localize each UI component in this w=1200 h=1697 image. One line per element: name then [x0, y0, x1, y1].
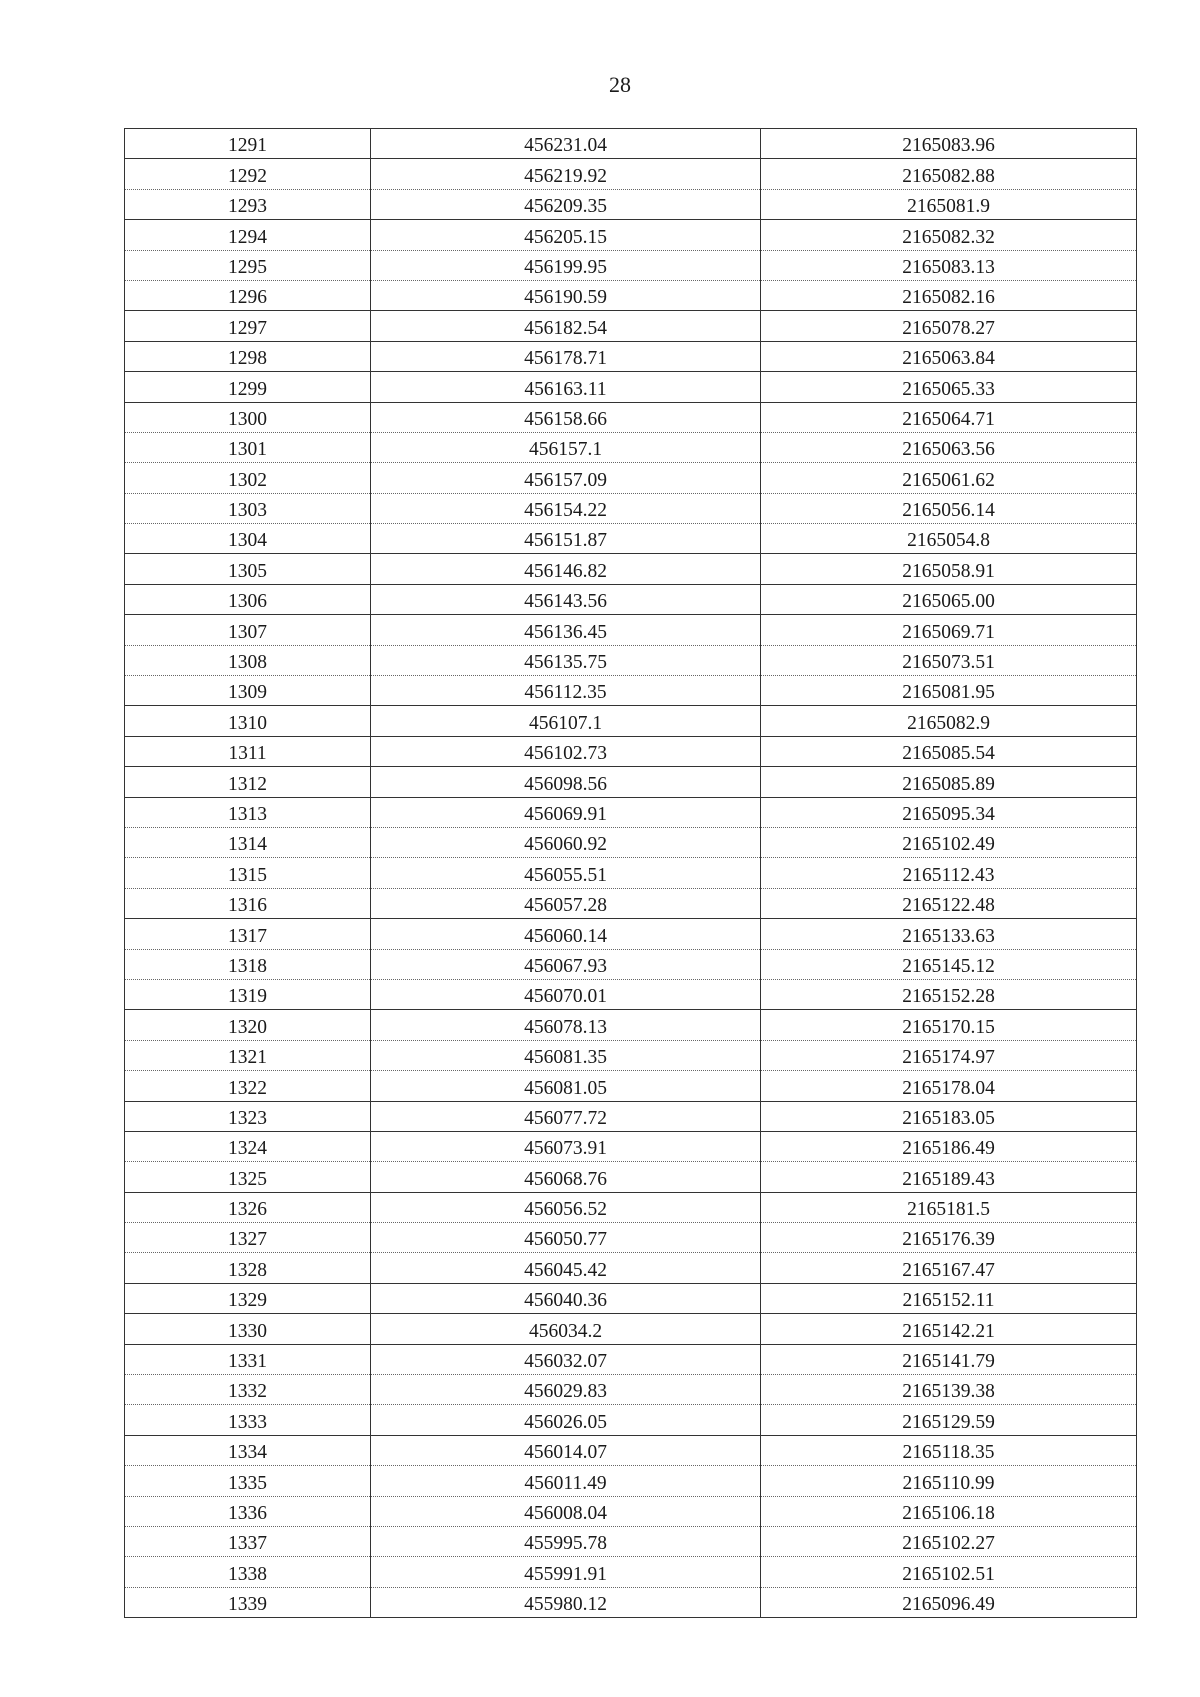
x-coordinate-cell: 456069.91: [371, 797, 761, 827]
table-row: [125, 1131, 1137, 1161]
table-row: [125, 1162, 1137, 1192]
y-coordinate-cell: 2165139.38: [761, 1375, 1137, 1405]
point-number-cell: 1295: [125, 250, 371, 280]
y-coordinate-cell: 2165065.33: [761, 372, 1137, 402]
table-row: [125, 1375, 1137, 1405]
y-coordinate-cell: 2165118.35: [761, 1435, 1137, 1465]
table-row: [125, 949, 1137, 979]
y-coordinate-cell: 2165102.49: [761, 827, 1137, 857]
table-row: [125, 1496, 1137, 1526]
point-number-cell: 1292: [125, 159, 371, 189]
point-number-cell: 1327: [125, 1223, 371, 1253]
table-row: [125, 1466, 1137, 1496]
x-coordinate-cell: 456077.72: [371, 1101, 761, 1131]
point-number-cell: 1324: [125, 1131, 371, 1161]
y-coordinate-cell: 2165112.43: [761, 858, 1137, 888]
x-coordinate-cell: 456060.14: [371, 919, 761, 949]
point-number-cell: 1300: [125, 402, 371, 432]
point-number-cell: 1298: [125, 341, 371, 371]
x-coordinate-cell: 456157.09: [371, 463, 761, 493]
x-coordinate-cell: 456008.04: [371, 1496, 761, 1526]
x-coordinate-cell: 456157.1: [371, 432, 761, 462]
table-row: [125, 1557, 1137, 1587]
y-coordinate-cell: 2165069.71: [761, 615, 1137, 645]
x-coordinate-cell: 456014.07: [371, 1435, 761, 1465]
table-row: [125, 1344, 1137, 1374]
point-number-cell: 1330: [125, 1314, 371, 1344]
table-row: [125, 280, 1137, 310]
table-row: [125, 1101, 1137, 1131]
table-row: [125, 432, 1137, 462]
table-row: [125, 311, 1137, 341]
table-row: [125, 129, 1137, 159]
table-row: [125, 159, 1137, 189]
table-row: [125, 706, 1137, 736]
y-coordinate-cell: 2165167.47: [761, 1253, 1137, 1283]
point-number-cell: 1320: [125, 1010, 371, 1040]
point-number-cell: 1301: [125, 432, 371, 462]
y-coordinate-cell: 2165178.04: [761, 1071, 1137, 1101]
table-row: [125, 189, 1137, 219]
x-coordinate-cell: 456107.1: [371, 706, 761, 736]
table-row: [125, 1587, 1137, 1617]
table-row: [125, 1435, 1137, 1465]
point-number-cell: 1322: [125, 1071, 371, 1101]
y-coordinate-cell: 2165082.9: [761, 706, 1137, 736]
table-row: [125, 919, 1137, 949]
table-row: [125, 1314, 1137, 1344]
point-number-cell: 1326: [125, 1192, 371, 1222]
y-coordinate-cell: 2165085.54: [761, 736, 1137, 766]
x-coordinate-cell: 456011.49: [371, 1466, 761, 1496]
point-number-cell: 1315: [125, 858, 371, 888]
x-coordinate-cell: 456146.82: [371, 554, 761, 584]
table-row: [125, 645, 1137, 675]
y-coordinate-cell: 2165181.5: [761, 1192, 1137, 1222]
table-row: [125, 767, 1137, 797]
table-row: [125, 1071, 1137, 1101]
y-coordinate-cell: 2165063.56: [761, 432, 1137, 462]
y-coordinate-cell: 2165110.99: [761, 1466, 1137, 1496]
point-number-cell: 1313: [125, 797, 371, 827]
table-row: [125, 979, 1137, 1009]
x-coordinate-cell: 456034.2: [371, 1314, 761, 1344]
y-coordinate-cell: 2165145.12: [761, 949, 1137, 979]
point-number-cell: 1328: [125, 1253, 371, 1283]
x-coordinate-cell: 456073.91: [371, 1131, 761, 1161]
y-coordinate-cell: 2165082.16: [761, 280, 1137, 310]
point-number-cell: 1314: [125, 827, 371, 857]
point-number-cell: 1302: [125, 463, 371, 493]
y-coordinate-cell: 2165152.28: [761, 979, 1137, 1009]
table-row: [125, 1010, 1137, 1040]
table-row: [125, 827, 1137, 857]
y-coordinate-cell: 2165064.71: [761, 402, 1137, 432]
table-row: [125, 250, 1137, 280]
x-coordinate-cell: 456045.42: [371, 1253, 761, 1283]
x-coordinate-cell: 456070.01: [371, 979, 761, 1009]
table-row: [125, 1253, 1137, 1283]
table-row: [125, 1192, 1137, 1222]
point-number-cell: 1294: [125, 220, 371, 250]
y-coordinate-cell: 2165141.79: [761, 1344, 1137, 1374]
point-number-cell: 1308: [125, 645, 371, 675]
point-number-cell: 1335: [125, 1466, 371, 1496]
point-number-cell: 1323: [125, 1101, 371, 1131]
x-coordinate-cell: 456068.76: [371, 1162, 761, 1192]
y-coordinate-cell: 2165122.48: [761, 888, 1137, 918]
table-row: [125, 220, 1137, 250]
x-coordinate-cell: 456199.95: [371, 250, 761, 280]
y-coordinate-cell: 2165129.59: [761, 1405, 1137, 1435]
y-coordinate-cell: 2165061.62: [761, 463, 1137, 493]
x-coordinate-cell: 456029.83: [371, 1375, 761, 1405]
x-coordinate-cell: 456209.35: [371, 189, 761, 219]
point-number-cell: 1336: [125, 1496, 371, 1526]
coordinates-table-body: [125, 129, 1137, 1618]
y-coordinate-cell: 2165083.13: [761, 250, 1137, 280]
y-coordinate-cell: 2165102.27: [761, 1526, 1137, 1556]
point-number-cell: 1293: [125, 189, 371, 219]
x-coordinate-cell: 456040.36: [371, 1283, 761, 1313]
point-number-cell: 1333: [125, 1405, 371, 1435]
x-coordinate-cell: 456112.35: [371, 676, 761, 706]
point-number-cell: 1338: [125, 1557, 371, 1587]
x-coordinate-cell: 456056.52: [371, 1192, 761, 1222]
point-number-cell: 1319: [125, 979, 371, 1009]
table-row: [125, 888, 1137, 918]
x-coordinate-cell: 456102.73: [371, 736, 761, 766]
point-number-cell: 1303: [125, 493, 371, 523]
x-coordinate-cell: 456151.87: [371, 524, 761, 554]
y-coordinate-cell: 2165081.95: [761, 676, 1137, 706]
y-coordinate-cell: 2165189.43: [761, 1162, 1137, 1192]
x-coordinate-cell: 456081.05: [371, 1071, 761, 1101]
x-coordinate-cell: 456182.54: [371, 311, 761, 341]
y-coordinate-cell: 2165133.63: [761, 919, 1137, 949]
point-number-cell: 1304: [125, 524, 371, 554]
y-coordinate-cell: 2165085.89: [761, 767, 1137, 797]
y-coordinate-cell: 2165102.51: [761, 1557, 1137, 1587]
table-row: [125, 676, 1137, 706]
point-number-cell: 1310: [125, 706, 371, 736]
coordinates-table: [124, 128, 1137, 1618]
point-number-cell: 1305: [125, 554, 371, 584]
x-coordinate-cell: 455995.78: [371, 1526, 761, 1556]
point-number-cell: 1297: [125, 311, 371, 341]
y-coordinate-cell: 2165083.96: [761, 129, 1137, 159]
table-row: [125, 1526, 1137, 1556]
table-row: [125, 372, 1137, 402]
table-row: [125, 493, 1137, 523]
y-coordinate-cell: 2165063.84: [761, 341, 1137, 371]
x-coordinate-cell: 456190.59: [371, 280, 761, 310]
y-coordinate-cell: 2165186.49: [761, 1131, 1137, 1161]
x-coordinate-cell: 456219.92: [371, 159, 761, 189]
point-number-cell: 1312: [125, 767, 371, 797]
y-coordinate-cell: 2165170.15: [761, 1010, 1137, 1040]
x-coordinate-cell: 456057.28: [371, 888, 761, 918]
y-coordinate-cell: 2165096.49: [761, 1587, 1137, 1617]
x-coordinate-cell: 455980.12: [371, 1587, 761, 1617]
y-coordinate-cell: 2165058.91: [761, 554, 1137, 584]
table-row: [125, 524, 1137, 554]
x-coordinate-cell: 456154.22: [371, 493, 761, 523]
y-coordinate-cell: 2165152.11: [761, 1283, 1137, 1313]
x-coordinate-cell: 456178.71: [371, 341, 761, 371]
y-coordinate-cell: 2165082.88: [761, 159, 1137, 189]
x-coordinate-cell: 456050.77: [371, 1223, 761, 1253]
point-number-cell: 1309: [125, 676, 371, 706]
y-coordinate-cell: 2165142.21: [761, 1314, 1137, 1344]
x-coordinate-cell: 456143.56: [371, 584, 761, 614]
y-coordinate-cell: 2165054.8: [761, 524, 1137, 554]
table-row: [125, 1223, 1137, 1253]
point-number-cell: 1339: [125, 1587, 371, 1617]
y-coordinate-cell: 2165082.32: [761, 220, 1137, 250]
point-number-cell: 1311: [125, 736, 371, 766]
y-coordinate-cell: 2165176.39: [761, 1223, 1137, 1253]
page-number: 28: [609, 72, 631, 97]
point-number-cell: 1299: [125, 372, 371, 402]
table-row: [125, 797, 1137, 827]
point-number-cell: 1332: [125, 1375, 371, 1405]
table-row: [125, 1040, 1137, 1070]
point-number-cell: 1321: [125, 1040, 371, 1070]
table-row: [125, 341, 1137, 371]
x-coordinate-cell: 456055.51: [371, 858, 761, 888]
x-coordinate-cell: 456078.13: [371, 1010, 761, 1040]
y-coordinate-cell: 2165073.51: [761, 645, 1137, 675]
table-row: [125, 402, 1137, 432]
x-coordinate-cell: 456026.05: [371, 1405, 761, 1435]
point-number-cell: 1316: [125, 888, 371, 918]
point-number-cell: 1318: [125, 949, 371, 979]
table-row: [125, 1283, 1137, 1313]
point-number-cell: 1337: [125, 1526, 371, 1556]
point-number-cell: 1331: [125, 1344, 371, 1374]
x-coordinate-cell: 456158.66: [371, 402, 761, 432]
point-number-cell: 1334: [125, 1435, 371, 1465]
y-coordinate-cell: 2165183.05: [761, 1101, 1137, 1131]
x-coordinate-cell: 455991.91: [371, 1557, 761, 1587]
table-row: [125, 463, 1137, 493]
x-coordinate-cell: 456081.35: [371, 1040, 761, 1070]
table-row: [125, 736, 1137, 766]
point-number-cell: 1291: [125, 129, 371, 159]
x-coordinate-cell: 456163.11: [371, 372, 761, 402]
y-coordinate-cell: 2165174.97: [761, 1040, 1137, 1070]
point-number-cell: 1329: [125, 1283, 371, 1313]
point-number-cell: 1317: [125, 919, 371, 949]
x-coordinate-cell: 456135.75: [371, 645, 761, 675]
table-row: [125, 554, 1137, 584]
table-row: [125, 858, 1137, 888]
y-coordinate-cell: 2165056.14: [761, 493, 1137, 523]
x-coordinate-cell: 456205.15: [371, 220, 761, 250]
table-row: [125, 615, 1137, 645]
x-coordinate-cell: 456060.92: [371, 827, 761, 857]
x-coordinate-cell: 456136.45: [371, 615, 761, 645]
point-number-cell: 1306: [125, 584, 371, 614]
x-coordinate-cell: 456231.04: [371, 129, 761, 159]
point-number-cell: 1296: [125, 280, 371, 310]
point-number-cell: 1325: [125, 1162, 371, 1192]
y-coordinate-cell: 2165106.18: [761, 1496, 1137, 1526]
x-coordinate-cell: 456032.07: [371, 1344, 761, 1374]
y-coordinate-cell: 2165065.00: [761, 584, 1137, 614]
x-coordinate-cell: 456067.93: [371, 949, 761, 979]
y-coordinate-cell: 2165095.34: [761, 797, 1137, 827]
table-row: [125, 1405, 1137, 1435]
y-coordinate-cell: 2165081.9: [761, 189, 1137, 219]
x-coordinate-cell: 456098.56: [371, 767, 761, 797]
table-row: [125, 584, 1137, 614]
y-coordinate-cell: 2165078.27: [761, 311, 1137, 341]
point-number-cell: 1307: [125, 615, 371, 645]
